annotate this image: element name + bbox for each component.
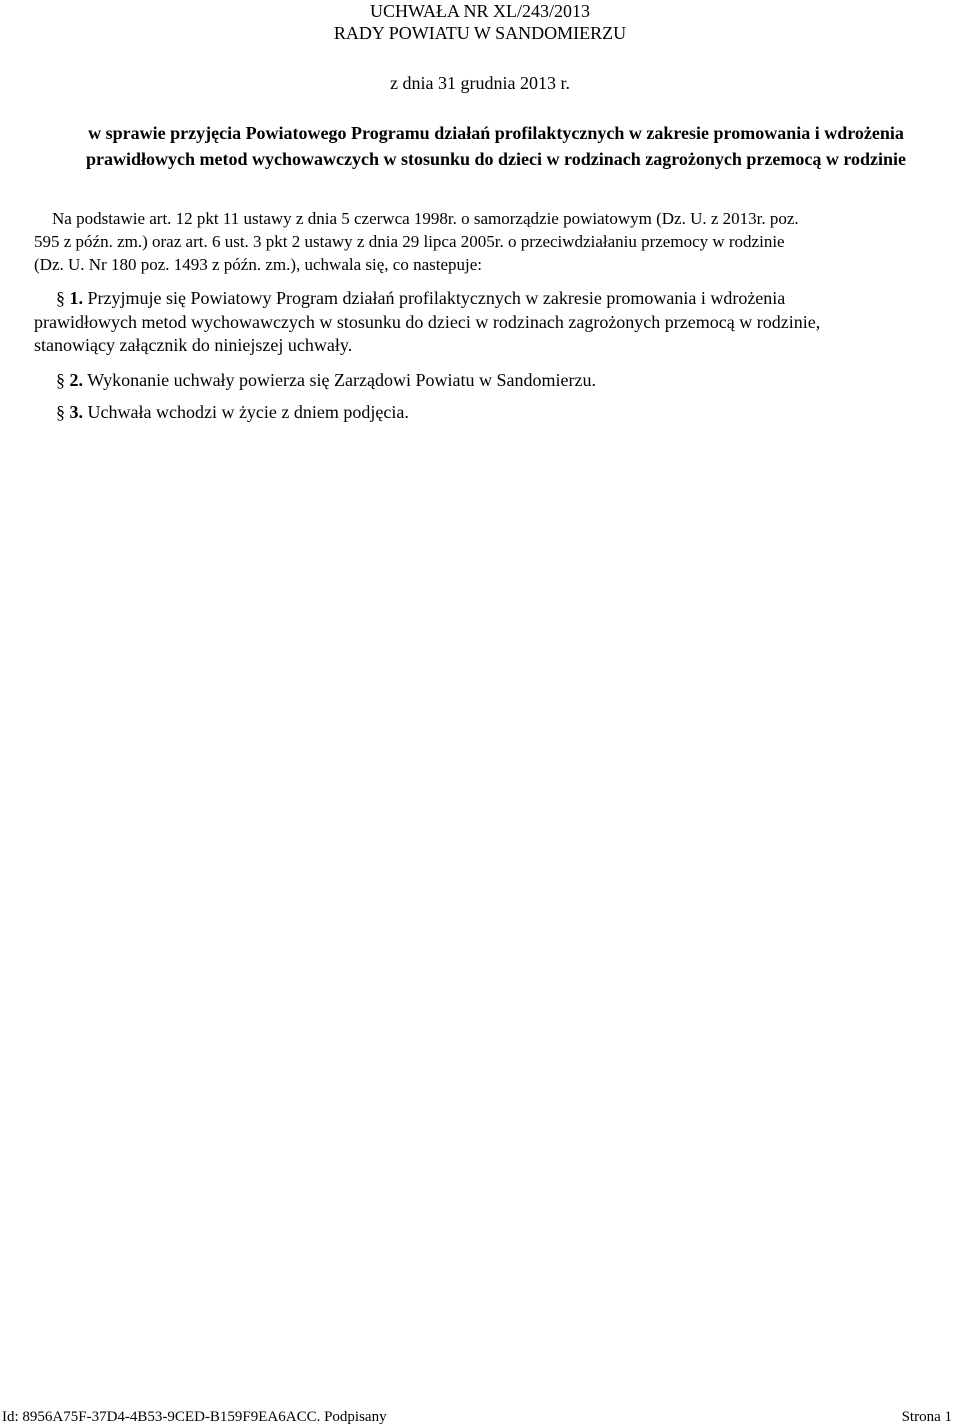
resolution-date: z dnia 31 grudnia 2013 r. [390, 73, 570, 93]
section-number: 3. [69, 402, 83, 422]
section-number: 2. [69, 370, 83, 390]
council-name: RADY POWIATU W SANDOMIERZU [333, 23, 627, 43]
legal-basis-line-3: (Dz. U. Nr 180 poz. 1493 z późn. zm.), uchwala się, co nastepuje: [34, 255, 483, 274]
document-id: Id: 8956A75F-37D4-4B53-9CED-B159F9EA6ACC. Podpisany [2, 1409, 387, 1425]
section-1 [34, 287, 960, 358]
resolution-subject [36, 120, 956, 172]
section-3-line-1 [34, 401, 960, 425]
legal-basis-line-2: 595 z późn. zm.) oraz art. 6 ust. 3 pkt 2 ustawy z dnia 29 lipca 2005r. o przeciwdziałaniu przemocy w rodzinie [34, 232, 785, 251]
section-1-line-2: prawidłowych metod wychowawczych w stosunku do dzieci w rodzinach zagrożonych przemocą w rodzinie, [34, 311, 821, 332]
section-number: 1. [69, 288, 83, 308]
subject-line-2: prawidłowych metod wychowawczych w stosunku do dzieci w rodzinach zagrożonych przemocą w rodzinie [86, 149, 906, 169]
section-text: Przyjmuje się Powiatowy Program działań profilaktycznych w zakresie promowania i wdrożenia [87, 288, 786, 308]
legal-basis-line-1: Na podstawie art. 12 pkt 11 ustawy z dnia 5 czerwca 1998r. o samorządzie powiatowym (Dz. U. z 2013r. poz. [52, 209, 799, 228]
section-text: Uchwała wchodzi w życie z dniem podjęcia. [87, 402, 409, 422]
section-symbol: § [56, 288, 65, 308]
subject-line-1: w sprawie przyjęcia Powiatowego Programu działań profilaktycznych w zakresie promowania i wdrożenia [88, 123, 904, 143]
section-1-line-3: stanowiący załącznik do niniejszej uchwały. [34, 335, 353, 355]
legal-basis [34, 207, 960, 276]
section-2 [34, 369, 960, 393]
section-symbol: § [56, 370, 65, 390]
section-text: Wykonanie uchwały powierza się Zarządowi Powiatu w Sandomierzu. [87, 370, 596, 390]
page-number: Strona 1 [901, 1409, 952, 1425]
resolution-title: UCHWAŁA NR XL/243/2013 [370, 1, 590, 21]
section-2-line-1 [34, 369, 960, 393]
section-1-line-1 [34, 287, 960, 311]
section-symbol: § [56, 402, 65, 422]
section-3 [34, 401, 960, 425]
